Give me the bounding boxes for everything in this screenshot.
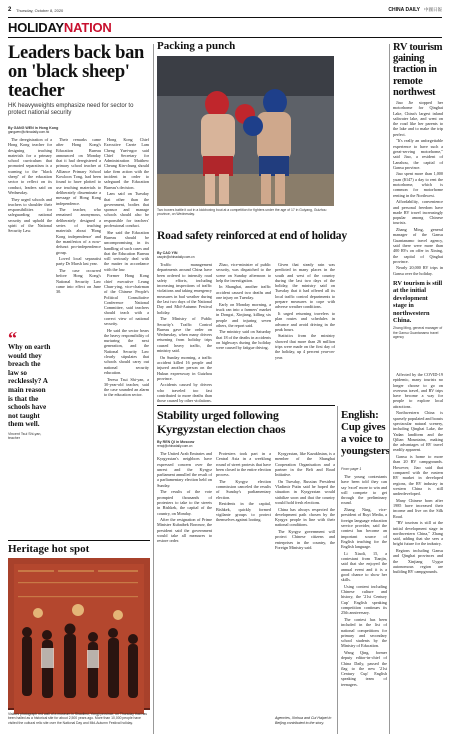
kyrgyzstan-byline-email: renqi@chinadaily.com.cn <box>157 444 193 448</box>
paragraph: Loved local separatist party Dr Marsh last year. <box>56 256 101 267</box>
paragraph: "RV tourism is still at the initial development stage in northwestern China," Zhang said, adding that she sees a bright future for the industry. <box>393 520 443 547</box>
heritage-caption: Visitors photograph red wall of a museum in Shaolinsi, Yongji province, on Thursday that has been hailed as a historical site for about 2,500 years ago. More than 10,000 people have visited the cultural relic site over the National Day and Mid-Autumn Festival holiday. <box>8 712 147 725</box>
paragraph: The Kyrgyz government will protect Chinese citizens and enterprises in the country, the Foreign Ministry said. <box>275 529 335 550</box>
lead-byline: By GANG WEN in Hong Kong <box>8 126 59 130</box>
packing-caption: Two boxers battle it out in a kickboxing bout at a competition for fighters under the age of 17 in Guiyang, Guizhou province, on Wednesday. <box>157 208 327 217</box>
lead-column-2 <box>56 137 101 535</box>
rv-quote-box <box>393 280 443 339</box>
paragraph: Gansu is home to more than 20 RV campgrounds. However, Jiao said that compared with the eastern RV market in developed regions, the RV industry in western China is still underdeveloped. <box>393 454 443 497</box>
paragraph: The Ministry of Public Security's Traffic Control Bureau gave the order on Wednesday, when many drivers returning from holiday trips caused heavy traffic, the ministry said. <box>157 316 212 354</box>
paper-chinese-name: 中國日報 <box>424 8 442 13</box>
paragraph: Traffic management departments around China have been ordered to intensify road safety efforts, including increasing inspections of traffic violations and taking emergency measures in bad weather during the last two days of the National Day and Mid-Autumn Festival holiday. <box>157 262 212 315</box>
paragraph: Jiao Jie stopped her motorhome for Qinghai Lake, China's largest inland saltwater lake, and went on the road like her parents to the lake and to make the trip perfect. <box>393 100 443 137</box>
paragraph: Using content including Chinese culture and history, the '21st Century Cup' English speaking competition continues its 25th anniversary. <box>341 583 387 616</box>
paragraph: Lam said on Tuesday that other than the government, bodies that sponsor and manage schools should also be responsible for teachers' professional conduct. <box>104 191 149 229</box>
rv-column-2 <box>393 372 443 734</box>
lead-subhead: HK heavyweights emphasize need for sector to protect national security <box>8 103 134 116</box>
paragraph: "It's really an unforgettable experience to have such a great-serving motorhome," said Jiao, a resident of Lanzhou, the capital of Gansu province. <box>393 138 443 170</box>
paragraph: The deregistration of a Hong Kong teacher for designing teaching materials for a primary school curriculum that promoted separatism is a warning to the "black sheep" of the education sector to reflect on its conduct, leaders said on Wednesday. <box>8 137 52 195</box>
paper-name: CHINA DAILY <box>388 7 420 13</box>
paragraph: She said the Education Bureau should be uncompromising in its handling of such cases and that the Education Bureau will seriously deal with the matter in accordance with the law. <box>104 229 149 272</box>
rv-quote-attribution: Zhang Ming, general manager of the Gansu Guantanamo travel agency <box>393 326 443 339</box>
masthead-rule <box>8 17 442 18</box>
kyrgyzstan-column-3 <box>275 451 335 713</box>
heritage-photo <box>8 558 150 710</box>
kyrgyzstan-column-2 <box>216 451 271 733</box>
paragraph: Wang Qing, former deputy editor-in-chief of China Daily, passed the flag to the new '21st Century Cup' English speaking team of teenagers. <box>341 649 387 687</box>
paragraph: Affordability, convenience and personal freedom have made RV travel increasingly popular among Chinese tourists. <box>393 199 443 226</box>
kyrgyzstan-column-1 <box>157 451 212 733</box>
paragraph: Jiao spent more than 1,000 yuan ($147) a day to rent the motorhome, which is common for motorhome renting in the Northwest. <box>393 171 443 198</box>
packing-photo <box>157 56 334 206</box>
heritage-rule <box>8 540 150 541</box>
paragraph: They urged schools and teachers to shoulder their responsibilities for safeguarding national security and uphold the spirit of the National Security Law. <box>8 196 52 234</box>
rv-column-1 <box>393 100 443 278</box>
paragraph: Nearly 20,000 RV trips in Gansu over the holiday. <box>393 265 443 276</box>
paragraph: Northwestern China is sparsely populated and boasts spectacular natural scenery, including Qinghai Lake, the Yadan landform and the Qilian Mountains, making the advantages of RV travel readily apparent. <box>393 410 443 453</box>
paragraph: Regions including Gansu and Qinghai provinces and the Xinjiang Uygur autonomous region are building RV campgrounds. <box>393 547 443 575</box>
paragraph: Many Chinese born after 1985 have increased their income and live on the Silk Road. <box>393 497 443 519</box>
paragraph: The United Arab Emirates and Kyrgyzstan's neighbors have expressed concern over the unrest and the Kyrgyz parliament annulled the result of a parliamentary election held on Sunday. <box>157 451 212 488</box>
paragraph: Teresa Tsui Shi-yan, a 30-year-old teacher, said the case sounded an alarm to the education sector. <box>104 376 149 398</box>
section-title-holiday: HOLIDAY <box>8 20 64 35</box>
road-safety-headline: Road safety reinforced at end of holiday <box>157 229 347 242</box>
paragraph: The teacher, who remained anonymous, deliberately designed a series of teaching materials about 'Hong Kong independence' and the manifestos of a now-defunct pro-independence group. <box>56 207 101 255</box>
lead-column-1 <box>8 137 52 234</box>
paragraph: It urged returning travelers to plan routes and schedules in advance and avoid driving in the peak hours. <box>275 310 335 332</box>
pull-quote-attribution: Vincent Tsui Shi-yan, teacher <box>8 431 42 440</box>
masthead <box>8 7 442 16</box>
kyrgyzstan-footer: Agencies, Xinhua and Cui Haipei in Beijing contributed to the story. <box>275 716 332 725</box>
kyrgyzstan-headline: Stability urged following Kyrgyzstan election chaos <box>157 408 286 436</box>
lead-headline: Leaders back ban on 'black sheep' teacher <box>8 43 145 101</box>
paragraph: Accidents caused by drivers who traveled too fast contributed to more deaths than those caused by other violations. <box>157 382 212 404</box>
lead-byline-email: gangwen@chinadaily.com.hk <box>8 130 50 134</box>
heritage-title: Heritage hot spot <box>8 543 90 555</box>
section-rule <box>8 37 442 38</box>
paragraph: The case occurred before Hong Kong's National Security Law came into effect on June 30. <box>56 268 101 295</box>
pull-quote-text: Why on earth would they breach the law so recklessly? A main reason is that the schools have not taught them well. <box>8 343 51 429</box>
paragraph: The young contestants have been told they can say 'excel' more to win and will compete to get through the preliminary round. <box>341 474 387 506</box>
heritage-photo-art <box>8 558 150 710</box>
page-number: 2 <box>8 7 12 13</box>
paragraph: Statistics from the ministry showed that more than 26 million trips were made on the first day of the holiday, up 4 percent year-on-year. <box>275 333 335 360</box>
paragraph: Given that steady rain was predicted in many places in the south and west of the country during the last two days of the holiday, the ministry said on Tuesday that it had offered all its local traffic control departments to prepare measures to cope with adverse weather conditions. <box>275 262 335 310</box>
paragraph: Their remarks came after Hong Kong's Education Bureau announced on Monday that it had deregistered a primary school teacher at Alliance Primary School Kowloon Tong, had been found to have plotted to use teaching materials to deliberately disseminate a message of Hong Kong independence. <box>56 137 101 206</box>
paragraph: Hong Kong Chief Executive Carrie Lam Cheng Yuet-ngor said Chief Secretary for Administration Matthew Cheung Kin-chung should take firm action with the incident in order to safeguard the Education Bureau's decision. <box>104 137 149 190</box>
english-from-page: From page 1 <box>341 467 362 471</box>
road-safety-byline-email: caoyin@chinadaily.com.cn <box>157 255 195 259</box>
rv-headline: RV tourism gaining traction in remote northwest <box>393 42 443 98</box>
paragraph: Zhang Ning, vice-president of Ruyi Media, a foreign language education service provider, said the contest has become an important source of English teaching for the English language. <box>341 507 387 550</box>
paragraph: The ministry said on Saturday that 18 of the deaths in accidents on highways during the holiday were caused by fatigue driving. <box>216 329 271 351</box>
road-safety-byline: By CAO YIN <box>157 251 178 255</box>
packing-photo-art <box>157 56 334 206</box>
pull-quote <box>8 328 52 440</box>
paragraph: The contest has been included in the list of national competitions for primary and secondary school students by the Ministry of Education. <box>341 616 387 649</box>
english-headline: English: Cup gives a voice to youngsters <box>341 409 390 457</box>
paragraph: Protesters took part in a Central Asia in a weeklong round of street protests that have been closed to the entire election process. <box>216 451 271 478</box>
paragraph: Affected by the COVID-19 epidemic, many tourists no longer choose to go on overseas travel, and RV trips have become a way for people to explore local attractions. <box>393 372 443 409</box>
quote-mark-icon: “ <box>8 328 17 348</box>
paragraph: The results of the vote prompted thousands of protesters to take to the streets in Bishkek, the capital of the country, on Monday. <box>157 489 212 516</box>
section-divider <box>157 405 335 406</box>
paragraph: In Shanghai, another traffic accident caused two deaths and one injury on Tuesday. <box>216 284 271 301</box>
paragraph: Former Hong Kong chief executive Leung Chun-ying, vice-chairman of the Chinese People's Political Consultative Conference National Committee, said teachers should teach with a correct view of national security. <box>104 273 149 326</box>
lead-column-3 <box>104 137 149 535</box>
paragraph: On Sunday morning, a traffic accident killed 16 people and injured another person on the Hukun expressway in Guizhou province. <box>157 354 212 381</box>
paragraph: He said the sector bears the heavy responsibility of nurturing the next generation, and the National Security Law clearly stipulates that schools should carry out national security education. <box>104 327 149 375</box>
kyrgyzstan-byline: By REN QI in Moscow <box>157 440 195 444</box>
paragraph: China has always respected the development path chosen by the Kyrgyz people in line with their national conditions. <box>275 506 335 528</box>
paragraph: Kyrgyzstan, like Kazakhstan, is a member of the Shanghai Cooperation Organisation and a partner in the Belt and Road Initiative. <box>275 451 335 478</box>
paragraph: On Tuesday, Russian President Vladimir Putin said he hoped the situation in Kyrgyzstan would stabilize soon and that the country would hold fresh elections. <box>275 478 335 505</box>
paragraph: Residents in the capital, Bishkek, quickly formed vigilante groups to protect themselves against looting. <box>216 501 271 523</box>
road-safety-column-1 <box>157 262 212 402</box>
section-title <box>8 20 112 35</box>
paragraph: Zhang Ming, general manager of the Gansu Guantanamo travel agency, said there were more than 400 RVs on offer in Xining, the capital of Qinghai province. <box>393 227 443 264</box>
packing-title: Packing a punch <box>157 40 236 52</box>
paragraph: The Kyrgyz election commission canceled the results of Sunday's parliamentary election. <box>216 478 271 500</box>
paragraph: After the resignation of Prime Minister Kubatbek Boronov, the president said the government would take all measures to restore order. <box>157 517 212 544</box>
road-safety-column-3 <box>275 262 335 402</box>
english-column <box>341 474 387 734</box>
paragraph: Li Xiaoli, 15, a contestant from Tianjin, said that she enjoyed the annual event and it is a good chance to show her skills. <box>341 550 387 583</box>
paragraph: Zhao, vice-minister of public security, was dispatched to the scene on Sunday afternoon to help the investigation. <box>216 262 271 283</box>
rv-quote-text: RV tourism is still at the initial development stage in northwestern China. <box>393 280 443 325</box>
paragraph: Early on Monday morning, a truck ran into a farmers' market in Dongxi, Xinjiang, killing six people and injuring seven others, the report said. <box>216 301 271 328</box>
issue-date: Thursday, October 8, 2020 <box>16 8 64 13</box>
section-title-nation: NATION <box>63 20 112 35</box>
road-safety-column-2 <box>216 262 271 402</box>
